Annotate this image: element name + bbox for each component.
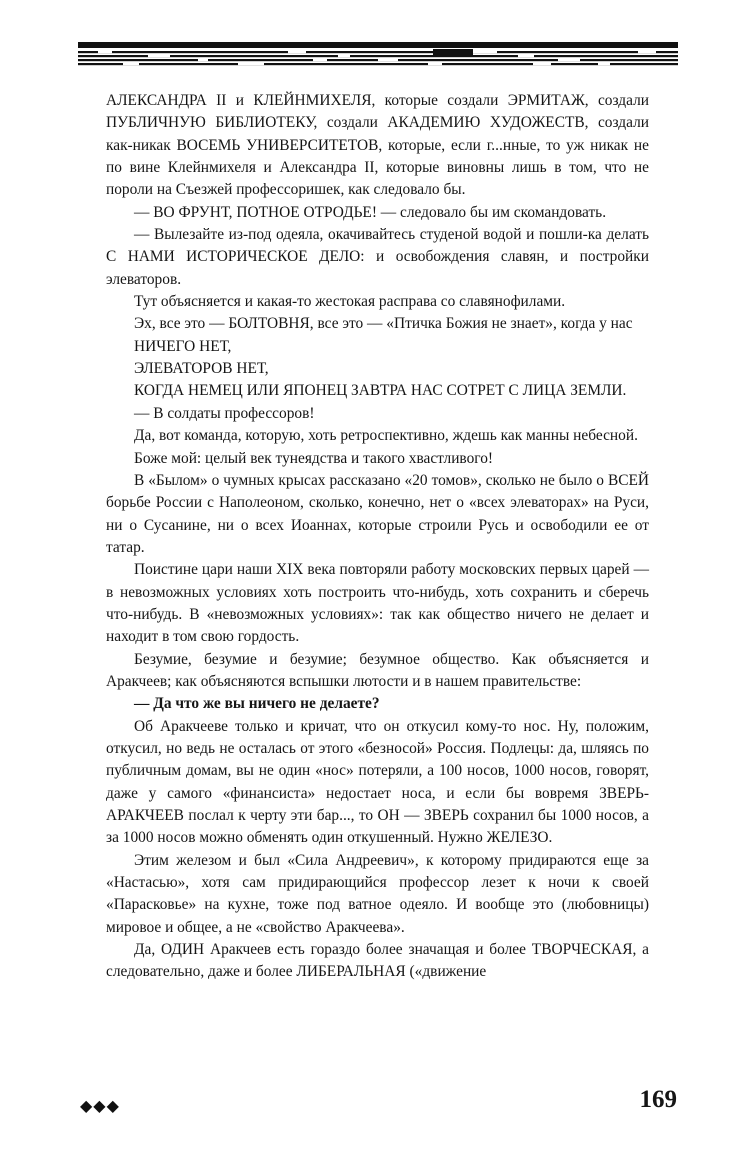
paragraph-10: Поистине цари наши XIX века повторяли работу московских первых царей — в невозможных условиях хоть построить что-нибудь, хоть сохранить и сберечь что-нибудь. В «невозможных условиях»: так как общество ничего не делает и находит в том свою гордость. xyxy=(106,561,649,646)
paragraph-9: В «Былом» о чумных крысах рассказано «20 томов», сколько не было о ВСЕЙ борьбе России с Наполеоном, сколько, конечно, нет о «всех элеваторах» на Руси, ни о Сусанине, ни о всех Иоаннах, которые строили Русь и освободили ее от татар. xyxy=(106,471,649,556)
paragraph-7: Да, вот команда, которую, хоть ретроспективно, ждешь как манны небесной. xyxy=(134,427,638,445)
paragraph-14: Да, ОДИН Аракчеев есть гораздо более значащая и более ТВОРЧЕСКАЯ, а следовательно, даже и более ЛИБЕРАЛЬНАЯ («движение xyxy=(106,941,649,981)
paragraph-13: Этим железом и был «Сила Андреевич», к которому придираются еще за «Настасью», хотя сам придирающийся профессор лезет к ночи к своей «Парасковье» на кухне, тоже под ватное одеяло. И вообще это (любовницы) мировое и общее, а не «свойство Аракчеева». xyxy=(106,851,649,936)
emphasis-line-2: ЭЛЕВАТОРОВ НЕТ, xyxy=(134,360,269,378)
paragraph-12: Об Аракчееве только и кричат, что он откусил кому-то нос. Ну, положим, откусил, но ведь не осталась от этого «безносой» Россия. Подлецы: да, шляясь по публичным домам, вы не один «нос» потеряли, а 100 носов, 1000 носов, говорят, даже у самого «финансиста» недостает носа, и если бы вовремя ЗВЕРЬ-АРАКЧЕЕВ послал к черту эти бар..., то ОН — ЗВЕРЬ сохранил бы 1000 носов, а за 1000 носов можно обменять один откушенный. Нужно ЖЕЛЕЗО. xyxy=(106,717,649,847)
paragraph-1: АЛЕКСАНДРА II и КЛЕЙНМИХЕЛЯ, которые создали ЭРМИТАЖ, создали ПУБЛИЧНУЮ БИБЛИОТЕКУ, создали АКАДЕМИЮ ХУДОЖЕСТВ, создали как-никак ВОСЕМЬ УНИВЕРСИТЕТОВ, которые, если г...нные, то уж никак не по вине Клейнмихеля и Александра II, которые виновны лишь в том, что не пороли на Съезжей профессоришек, как следовало бы. xyxy=(106,92,649,199)
paragraph-4: Тут объясняется и какая-то жестокая расправа со славянофилами. xyxy=(134,293,566,311)
page-body-text xyxy=(106,90,649,984)
paragraph-8: Боже мой: целый век тунеядства и такого хвастливого! xyxy=(134,449,494,467)
emphasis-line-1: НИЧЕГО НЕТ, xyxy=(134,337,232,355)
footer-diamond-ornament: ◆◆◆ xyxy=(80,1096,120,1115)
paragraph-2: — ВО ФРУНТ, ПОТНОЕ ОТРОДЬЕ! — следовало бы им скомандовать. xyxy=(134,203,607,221)
paragraph-6: — В солдаты профессоров! xyxy=(134,404,315,422)
header-decorative-rule xyxy=(78,42,678,68)
paragraph-3: — Вылезайте из-под одеяла, окачивайтесь студеной водой и пошли-ка делать С НАМИ ИСТОРИЧЕСКОЕ ДЕЛО: и освобождения славян, и постройки элеваторов. xyxy=(106,226,649,288)
paragraph-5: Эх, все это — БОЛТОВНЯ, все это — «Птичка Божия не знает», когда у нас xyxy=(134,315,633,333)
bold-quote-line: — Да что же вы ничего не делаете? xyxy=(134,695,380,713)
paragraph-11: Безумие, безумие и безумие; безумное общество. Как объясняется и Аракчеев; как объясняются вспышки лютости и в нашем правительстве: xyxy=(106,650,649,690)
page-number: 169 xyxy=(639,1086,677,1113)
emphasis-line-3: КОГДА НЕМЕЦ ИЛИ ЯПОНЕЦ ЗАВТРА НАС СОТРЕТ С ЛИЦА ЗЕМЛИ. xyxy=(134,382,627,400)
